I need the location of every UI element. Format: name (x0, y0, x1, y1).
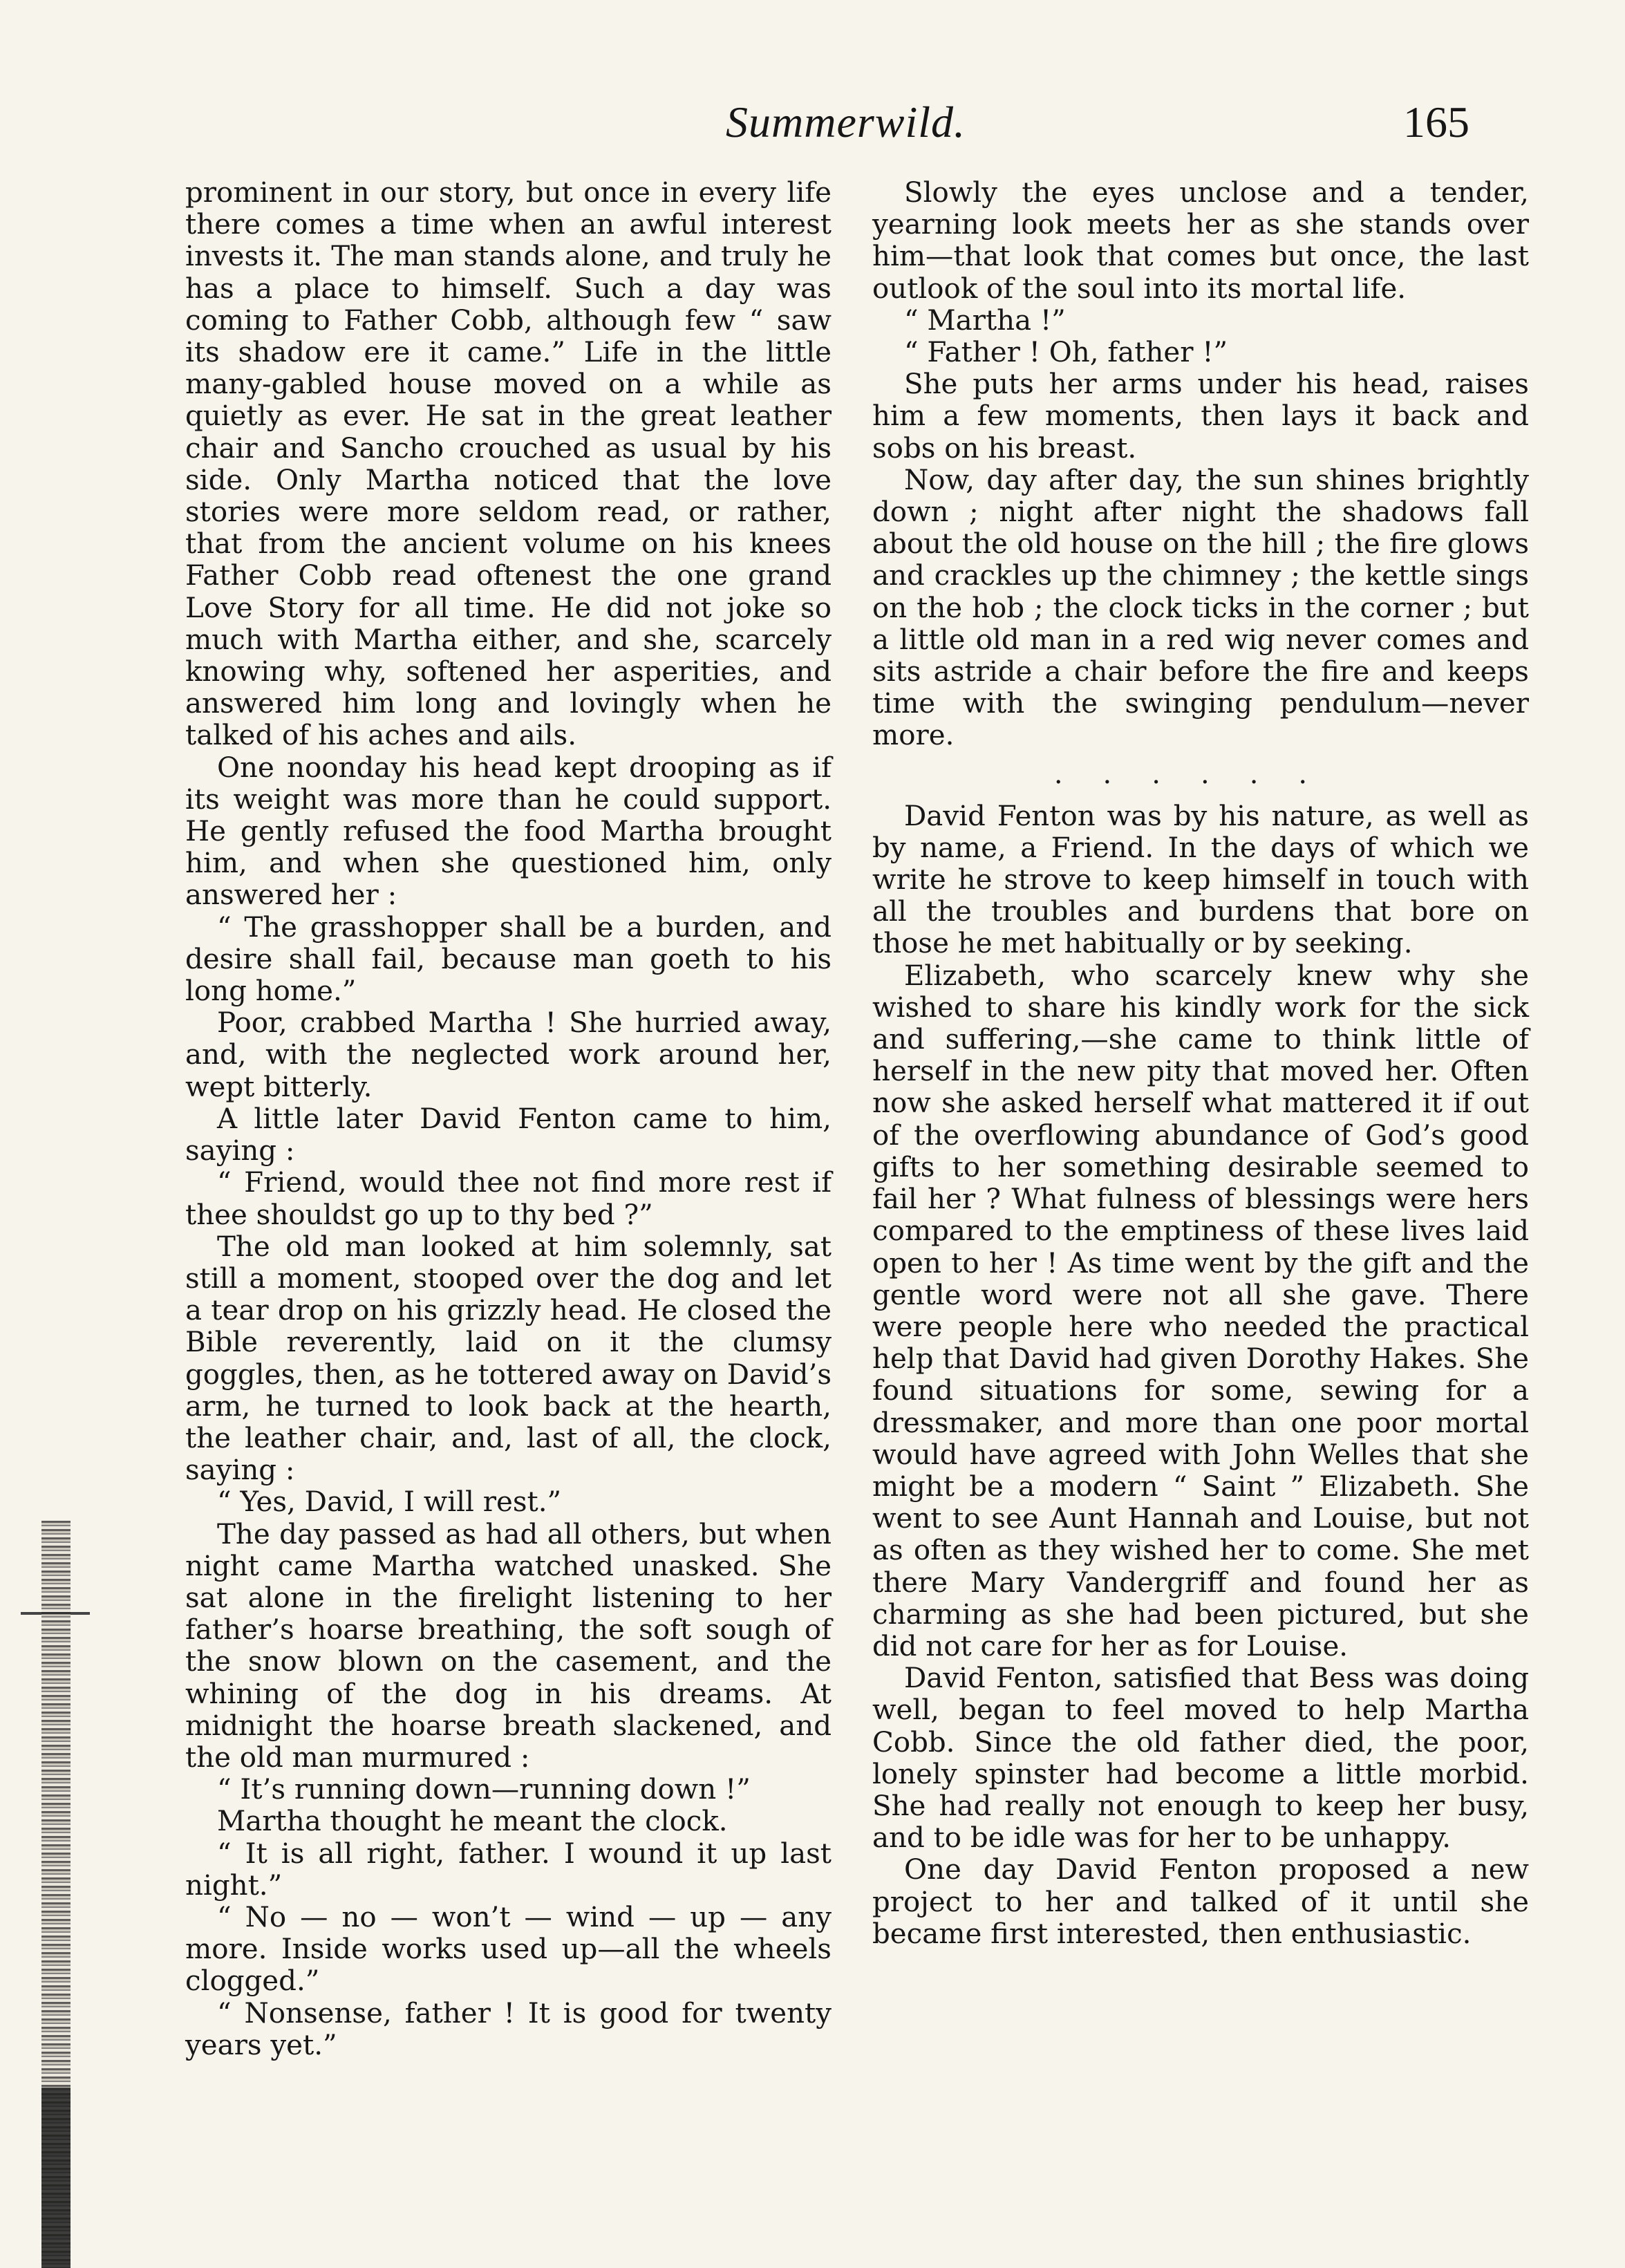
paragraph: Slowly the eyes unclose and a tender, yearning look meets her as she stands over him—that look that comes but once, the last outlook of the soul into its mortal life. (872, 176, 1529, 305)
paragraph: “ No — no — won’t — wind — up — any more. Inside works used up—all the wheels clogged.” (185, 1900, 832, 1998)
section-break: ...... (1053, 758, 1348, 790)
paragraph: She puts her arms under his head, raises him a few moments, then lays it back and sobs on his breast. (872, 368, 1529, 465)
binding-edge-dark (41, 2088, 71, 2268)
paragraph: Poor, crabbed Martha ! She hurried away, and, with the neglected work around her, wept bitterly. (185, 1006, 832, 1103)
paragraph: A little later David Fenton came to him, saying : (185, 1102, 832, 1168)
paragraph: One noonday his head kept drooping as if its weight was more than he could support. He gently refused the food Martha brought him, and when she questioned him, only answered her : (185, 751, 832, 912)
paragraph: David Fenton, satisfied that Bess was doing well, began to feel moved to help Martha Cobb. Since the old father died, the poor, lonely spinster had become a little morbid. She had really not enough to keep her busy, and to be idle was for her to be unhappy. (872, 1662, 1529, 1855)
paragraph: “ The grasshopper shall be a burden, and desire shall fail, because man goeth to his long home.” (185, 910, 832, 1008)
paragraph: Elizabeth, who scarcely knew why she wished to share his kindly work for the sick and suffering,—she came to think little of herself in the new pity that moved her. Often now she asked herself what mattered it if out of the overflowing abundance of God’s good gifts to her something desirable seemed to fail her ? What fulness of blessings were hers compared to the emptiness of these lives laid open to her ! As time went by the gift and the gentle word were not all she gave. There were people here who needed the practical help that David had given Dorothy Hakes. She found situations for some, sewing for a dressmaker, and more than one poor mortal would have agreed with John Welles that she might be a modern “ Saint ” Elizabeth. She went to see Aunt Hannah and Louise, but not as often as they wished her to come. She met there Mary Vandergriff and found her as charming as she had been pictured, but she did not care for her as for Louise. (872, 959, 1529, 1662)
page-number: 165 (1403, 97, 1469, 147)
paragraph: “ Father ! Oh, father !” (904, 336, 1228, 369)
paragraph: The old man looked at him solemnly, sat still a moment, stooped over the dog and let a tear drop on his grizzly head. He closed the Bible reverently, laid on it the clumsy goggles, then, as he tottered away on David’s arm, he turned to look back at the hearth, the leather chair, and, last of all, the clock, saying : (185, 1230, 832, 1487)
paragraph: “ Nonsense, father ! It is good for twenty years yet.” (185, 1996, 832, 2061)
left-column (185, 177, 832, 2061)
paragraph: “ Friend, would thee not find more rest if thee shouldst go up to thy bed ?” (185, 1166, 832, 1231)
paragraph: The day passed as had all others, but when night came Martha watched unasked. She sat alone in the firelight listening to her father’s hoarse breathing, the soft sough of the snow blown on the casement, and the whining of the dog in his dreams. At midnight the hoarse breath slackened, and the old man murmured : (185, 1517, 832, 1774)
paragraph: Martha thought he meant the clock. (217, 1805, 728, 1838)
paragraph: “ It is all right, father. I wound it up last night.” (185, 1837, 832, 1902)
right-column (872, 177, 1529, 1950)
running-title: Summerwild. (726, 97, 966, 147)
paragraph: prominent in our story, but once in every life there comes a time when an awful interest invests it. The man stands alone, and truly he has a place to himself. Such a day was coming to Father Cobb, although few “ saw its shadow ere it came.” Life in the little many-gabled house moved on a while as quietly as ever. He sat in the great leather chair and Sancho crouched as usual by his side. Only Martha noticed that the love stories were more seldom read, or rather, that from the ancient volume on his knees Father Cobb read oftenest the one grand Love Story for all time. He did not joke so much with Martha either, and she, scarcely knowing why, softened her asperities, and answered him long and lovingly when he talked of his aches and ails. (185, 176, 832, 752)
paragraph: “ Martha !” (904, 303, 1066, 337)
paragraph: One day David Fenton proposed a new project to her and talked of it until she became first interested, then enthusiastic. (872, 1853, 1529, 1950)
paragraph: “ It’s running down—running down !” (217, 1773, 751, 1806)
paragraph: Now, day after day, the sun shines brightly down ; night after night the shadows fall about the old house on the hill ; the fire glows and crackles up the chimney ; the kettle sings on the hob ; the clock ticks in the corner ; but a little old man in a red wig never comes and sits astride a chair before the fire and keeps time with the swinging pendulum—never more. (872, 463, 1529, 752)
paragraph: “ Yes, David, I will rest.” (217, 1486, 562, 1519)
paragraph: David Fenton was by his nature, as well as by name, a Friend. In the days of which we write he strove to keep himself in touch with all the troubles and burdens that bore on those he met habitually or by seeking. (872, 799, 1529, 960)
